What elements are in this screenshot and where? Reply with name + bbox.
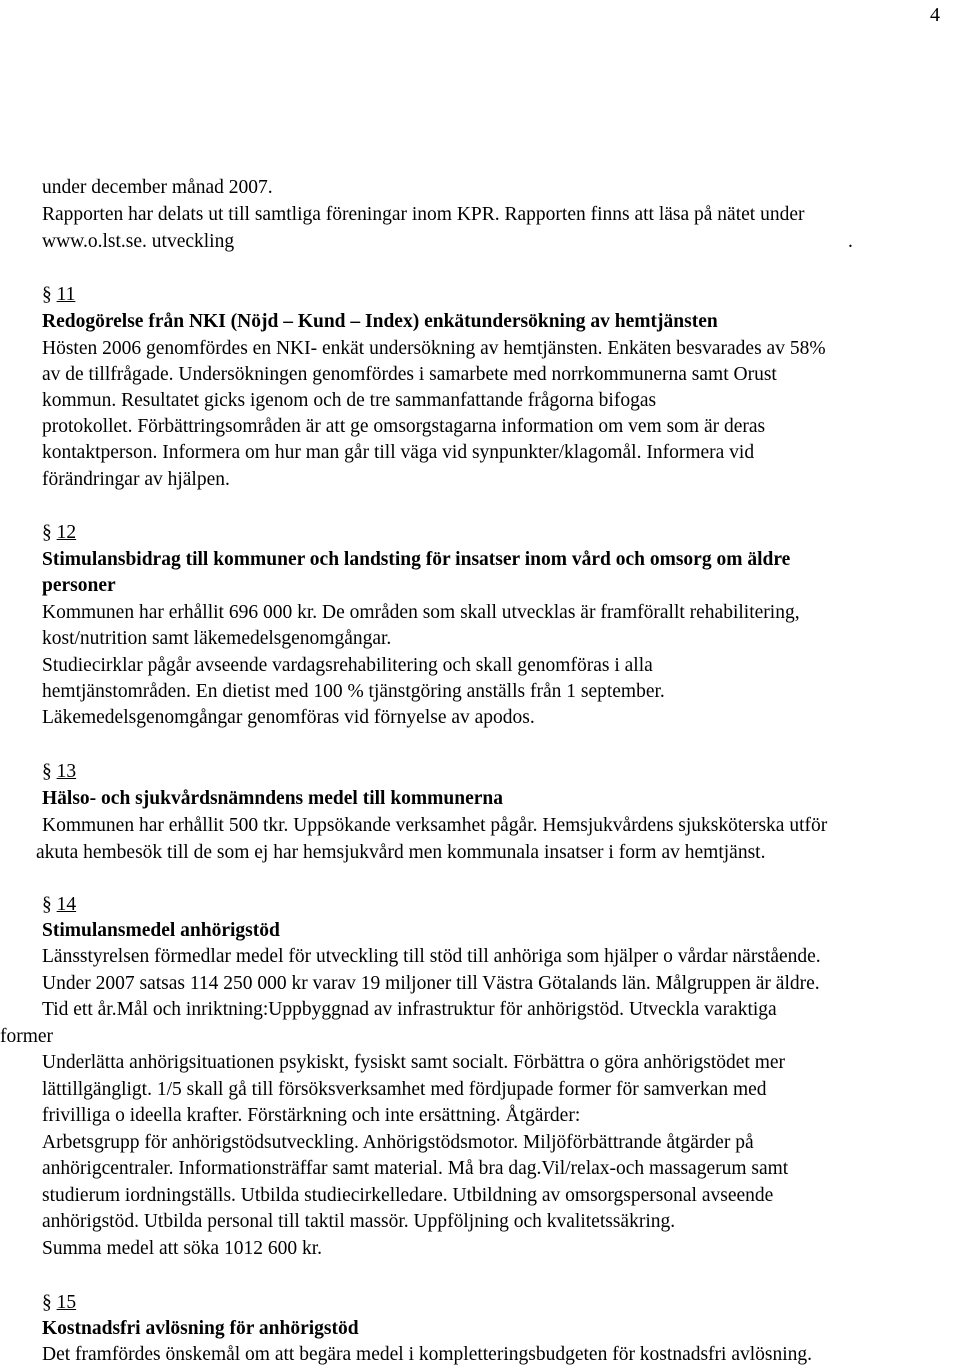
section-14-mark bbox=[42, 892, 76, 919]
section-11-line-3: kommun. Resultatet gicks igenom och de tre sammanfattande frågorna bifogas bbox=[42, 390, 657, 411]
section-14-line-7: frivilliga o ideella krafter. Förstärkning och inte ersättning. Åtgärder: bbox=[42, 1105, 581, 1126]
section-14-line-3: Tid ett år.Mål och inriktning:Uppbyggnad av infrastruktur för anhörigstöd. Utveckla varaktiga bbox=[42, 999, 777, 1020]
section-symbol: § bbox=[42, 284, 52, 305]
section-15-title: Kostnadsfri avlösning för anhörigstöd bbox=[42, 1318, 359, 1339]
section-number: 12 bbox=[56, 522, 77, 543]
section-12-line-1: Kommunen har erhållit 696 000 kr. De områden som skall utvecklas är framförallt rehabilitering, bbox=[42, 602, 800, 623]
section-11-mark bbox=[42, 282, 75, 309]
section-12-line-2: kost/nutrition samt läkemedelsgenomgångar. bbox=[42, 628, 392, 649]
section-12-title-2: personer bbox=[42, 575, 116, 596]
section-12-line-5: Läkemedelsgenomgångar genomföras vid förnyelse av apodos. bbox=[42, 707, 535, 728]
intro-line-1: under december månad 2007. bbox=[42, 177, 273, 198]
section-14-title: Stimulansmedel anhörigstöd bbox=[42, 920, 280, 941]
section-14-line-10: studierum iordningställs. Utbilda studiecirkelledare. Utbildning av omsorgspersonal avseende bbox=[42, 1185, 774, 1206]
page-number: 4 bbox=[930, 4, 940, 26]
section-14-line-9: anhörigcentraler. Informationsträffar samt material. Må bra dag.Vil/relax-och massagerum samt bbox=[42, 1158, 789, 1179]
intro-line-2: Rapporten har delats ut till samtliga föreningar inom KPR. Rapporten finns att läsa på nätet under bbox=[42, 204, 805, 225]
section-number: 11 bbox=[56, 284, 76, 305]
section-11-line-1: Hösten 2006 genomfördes en NKI- enkät undersökning av hemtjänsten. Enkäten besvarades av 58% bbox=[42, 338, 826, 359]
section-number: 13 bbox=[56, 761, 77, 782]
section-13-title: Hälso- och sjukvårdsnämndens medel till kommunerna bbox=[42, 788, 504, 809]
section-11-line-5: kontaktperson. Informera om hur man går till väga vid synpunkter/klagomål. Informera vid bbox=[42, 442, 755, 463]
section-14-line-2: Under 2007 satsas 114 250 000 kr varav 19 miljoner till Västra Götalands län. Målgruppen är äldre. bbox=[42, 973, 820, 994]
section-number: 14 bbox=[56, 894, 77, 915]
section-11-line-6: förändringar av hjälpen. bbox=[42, 469, 230, 490]
section-15-mark bbox=[42, 1290, 76, 1317]
section-14-line-4: former bbox=[0, 1026, 54, 1047]
section-11-line-4: protokollet. Förbättringsområden är att ge omsorgstagarna information om vem som är deras bbox=[42, 416, 766, 437]
section-14-line-1: Länsstyrelsen förmedlar medel för utveckling till stöd till anhöriga som hjälper o vårdar närstående. bbox=[42, 946, 821, 967]
section-12-line-3: Studiecirklar pågår avseende vardagsrehabilitering och skall genomföras i alla bbox=[42, 655, 653, 676]
section-11-line-2: av de tillfrågade. Undersökningen genomfördes i samarbete med norrkommunerna samt Orust bbox=[42, 364, 777, 385]
section-14-line-6: lättillgängligt. 1/5 skall gå till försöksverksamhet med fördjupade former för samverkan med bbox=[42, 1079, 767, 1100]
section-13-mark bbox=[42, 759, 76, 786]
section-number: 15 bbox=[56, 1292, 77, 1313]
section-symbol: § bbox=[42, 894, 52, 915]
section-symbol: § bbox=[42, 1292, 52, 1313]
section-symbol: § bbox=[42, 522, 52, 543]
intro-dot: . bbox=[848, 231, 853, 252]
section-12-line-4: hemtjänstområden. En dietist med 100 % tjänstgöring anställs från 1 september. bbox=[42, 681, 665, 702]
section-13-line-1: Kommunen har erhållit 500 tkr. Uppsökande verksamhet pågår. Hemsjukvårdens sjuksköterska utför bbox=[42, 815, 828, 836]
section-13-line-2: akuta hembesök till de som ej har hemsjukvård men kommunala insatser i form av hemtjänst. bbox=[36, 842, 766, 863]
section-15-line-1: Det framfördes önskemål om att begära medel i kompletteringsbudgeten för kostnadsfri avlösning. bbox=[42, 1344, 813, 1365]
section-14-line-8: Arbetsgrupp för anhörigstödsutveckling. Anhörigstödsmotor. Miljöförbättrande åtgärder på bbox=[42, 1132, 754, 1153]
intro-line-3: www.o.lst.se. utveckling bbox=[42, 231, 235, 252]
section-11-title: Redogörelse från NKI (Nöjd – Kund – Index) enkätundersökning av hemtjänsten bbox=[42, 311, 718, 332]
section-12-mark bbox=[42, 520, 76, 547]
section-14-line-12: Summa medel att söka 1012 600 kr. bbox=[42, 1238, 323, 1259]
section-symbol: § bbox=[42, 761, 52, 782]
section-12-title-1: Stimulansbidrag till kommuner och landsting för insatser inom vård och omsorg om äldre bbox=[42, 549, 791, 570]
section-14-line-5: Underlätta anhörigsituationen psykiskt, fysiskt samt socialt. Förbättra o göra anhörigstödet mer bbox=[42, 1052, 786, 1073]
section-14-line-11: anhörigstöd. Utbilda personal till taktil massör. Uppföljning och kvalitetssäkring. bbox=[42, 1211, 676, 1232]
